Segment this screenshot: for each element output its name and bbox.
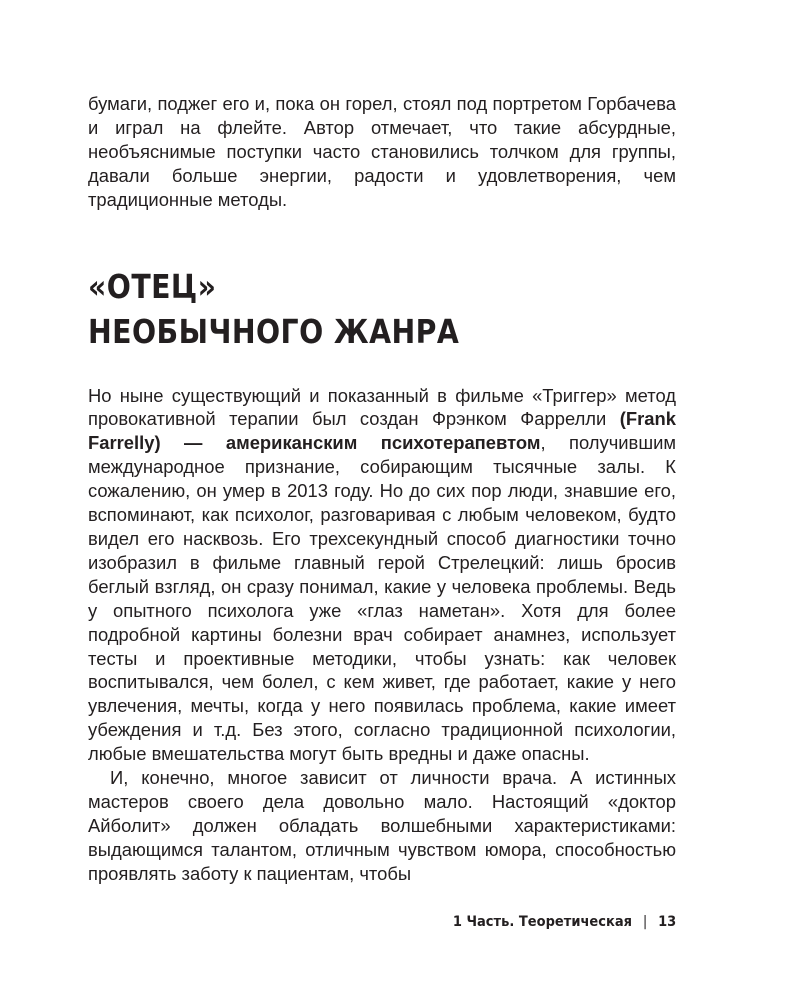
page-body bbox=[88, 92, 676, 886]
footer-separator: | bbox=[642, 914, 648, 930]
body-paragraph-1-text-a: Но ныне существующий и показанный в фильме «Триггер» метод провокативной терапии был создан Фрэнком Фаррелли bbox=[88, 384, 676, 430]
body-paragraph-2: И, конечно, многое зависит от личности врача. А истинных мастеров своего дела довольно мало. Настоящий «доктор Айболит» должен обладать волшебными характеристиками: выдающимся талантом, отличным чувством юмора, способностью проявлять заботу к пациентам, чтобы bbox=[88, 767, 676, 884]
body-paragraph-1-text-b: , получившим международное признание, собирающим тысячные залы. К сожалению, он умер в 2013 году. Но до сих пор люди, знавшие его, вспоминают, как психолог, разговаривая с любым человеком, будто видел его насквозь. Его трехсекундный способ диагностики точно изобразил в фильме главный герой Стрелецкий: лишь бросив беглый взгляд, он сразу понимал, какие у человека проблемы. Ведь у опытного психолога уже «глаз наметан». Хотя для более подробной картины болезни врач собирает анамнез, использует тесты и проективные методики, чтобы узнать: как человек воспитывался, чем болел, с кем живет, где работает, какие у него увлечения, мечты, когда у него появилась проблема, какие имеет убеждения и т.д. Без этого, согласно традиционной психологии, любые вмешательства могут быть вредны и даже опасны. bbox=[88, 432, 676, 765]
body-paragraph-1-bold-text: (Frank Farrelly) — американским психотерапевтом bbox=[88, 408, 676, 454]
heading-line-1: «ОТЕЦ» bbox=[88, 266, 217, 306]
intro-paragraph: бумаги, поджег его и, пока он горел, стоял под портретом Горбачева и играл на флейте. Автор отмечает, что такие абсурдные, необъяснимые поступки часто становились толчком для группы, давали больше энергии, радости и удовлетворения, чем традиционные методы. bbox=[88, 93, 676, 210]
running-title: 1 Часть. Теоретическая bbox=[452, 914, 632, 930]
body-paragraph-1 bbox=[88, 384, 676, 767]
page-number: 13 bbox=[657, 914, 676, 930]
page-footer bbox=[453, 914, 676, 930]
section-heading bbox=[88, 264, 594, 354]
heading-line-2: НЕОБЫЧНОГО ЖАНРА bbox=[88, 311, 460, 351]
